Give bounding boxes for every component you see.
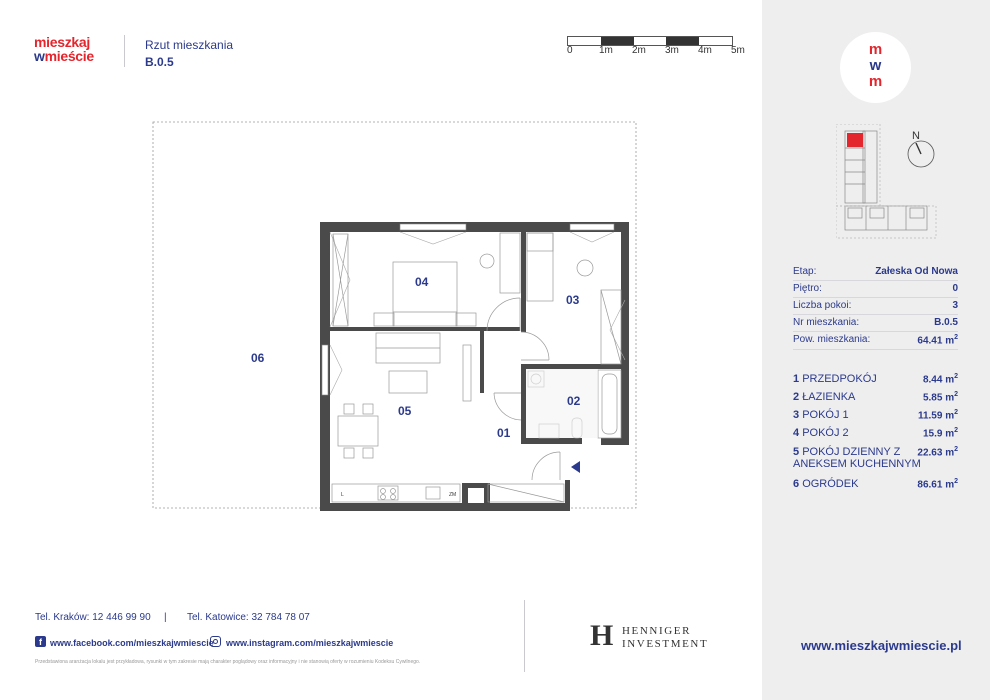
- phone-katowice[interactable]: Tel. Katowice: 32 784 78 07: [187, 612, 310, 623]
- mwm-letter: m: [868, 41, 883, 58]
- info-row: Pow. mieszkania: 64.41 $m^2$: [793, 332, 958, 350]
- mwm-logo[interactable]: [840, 32, 911, 103]
- logo-line2: wmieście: [34, 48, 94, 64]
- footer-divider: [524, 600, 525, 672]
- phone-divider: |: [164, 612, 167, 623]
- disclaimer: Przedstawiona aranżacja lokalu jest przykładowa, rysunki w tym zakresie mają charakter poglądowy oraz informacyjny i nie stanowią oferty w rozumieniu Kodeksu Cywilnego.: [35, 659, 421, 665]
- walls: [320, 222, 629, 511]
- info-row: Piętro: 0: [793, 281, 958, 298]
- room-item: 1 PRZEDPOKÓJ 8.44 $m^2$: [793, 373, 958, 386]
- phone-krakow[interactable]: Tel. Kraków: 12 446 99 90: [35, 612, 151, 623]
- mwm-letter: w: [869, 57, 882, 74]
- unit-highlight: [847, 133, 863, 147]
- henniger-line1: HENNIGER: [622, 625, 692, 637]
- scale-label: 0: [567, 45, 573, 56]
- unit-number: B.0.5: [145, 55, 174, 69]
- compass-north: N: [912, 130, 920, 142]
- facebook-icon[interactable]: f: [35, 636, 46, 647]
- room-label-05: 05: [398, 404, 412, 418]
- mwm-letter: m: [868, 73, 883, 90]
- henniger-line2: INVESTMENT: [622, 638, 709, 650]
- info-row: Liczba pokoi: 3: [793, 298, 958, 315]
- henniger-mark: H: [590, 619, 614, 652]
- room-label-06: 06: [251, 351, 265, 365]
- garden-outline: [153, 122, 636, 508]
- info-row: Nr mieszkania: B.0.5: [793, 315, 958, 332]
- room-item: 4 POKÓJ 2 15.9 $m^2$: [793, 427, 958, 440]
- room-label-04: 04: [415, 275, 429, 289]
- scale-label: 4m: [698, 45, 712, 56]
- facebook-link[interactable]: www.facebook.com/mieszkajwmiescie: [50, 638, 214, 648]
- room-label-02: 02: [567, 394, 581, 408]
- room-item: 6 OGRÓDEK 86.61 $m^2$: [793, 478, 958, 491]
- scale-label: 5m: [731, 45, 745, 56]
- kitchen-label-l: L: [341, 492, 344, 498]
- logo-line1: mieszkaj: [34, 34, 90, 50]
- floor-plan: [140, 110, 640, 520]
- room-item: 5 POKÓJ DZIENNY Z ANEKSEM KUCHENNYM 22.63 $m^2$: [793, 446, 958, 470]
- scale-label: 2m: [632, 45, 646, 56]
- info-sidebar: [762, 0, 990, 700]
- room-label-03: 03: [566, 293, 580, 307]
- site-key-plan: [836, 124, 976, 244]
- scale-label: 1m: [599, 45, 613, 56]
- mieszkaj-w-miescie-logo[interactable]: [34, 35, 104, 63]
- info-row: Etap: Załeska Od Nowa: [793, 264, 958, 281]
- header-divider: [124, 35, 125, 67]
- entrance-marker: [571, 461, 580, 473]
- instagram-link[interactable]: www.instagram.com/mieszkajwmiescie: [226, 638, 394, 648]
- room-item: 3 POKÓJ 1 11.59 $m^2$: [793, 409, 958, 422]
- page-subtitle: Rzut mieszkania: [145, 38, 234, 52]
- kitchen-label-zm: ZM: [449, 492, 457, 498]
- scale-label: 3m: [665, 45, 679, 56]
- room-label-01: 01: [497, 426, 511, 440]
- website-link[interactable]: www.mieszkajwmiescie.pl: [801, 638, 962, 653]
- room-item: 2 ŁAZIENKA 5.85 $m^2$: [793, 391, 958, 404]
- instagram-icon[interactable]: [210, 636, 221, 647]
